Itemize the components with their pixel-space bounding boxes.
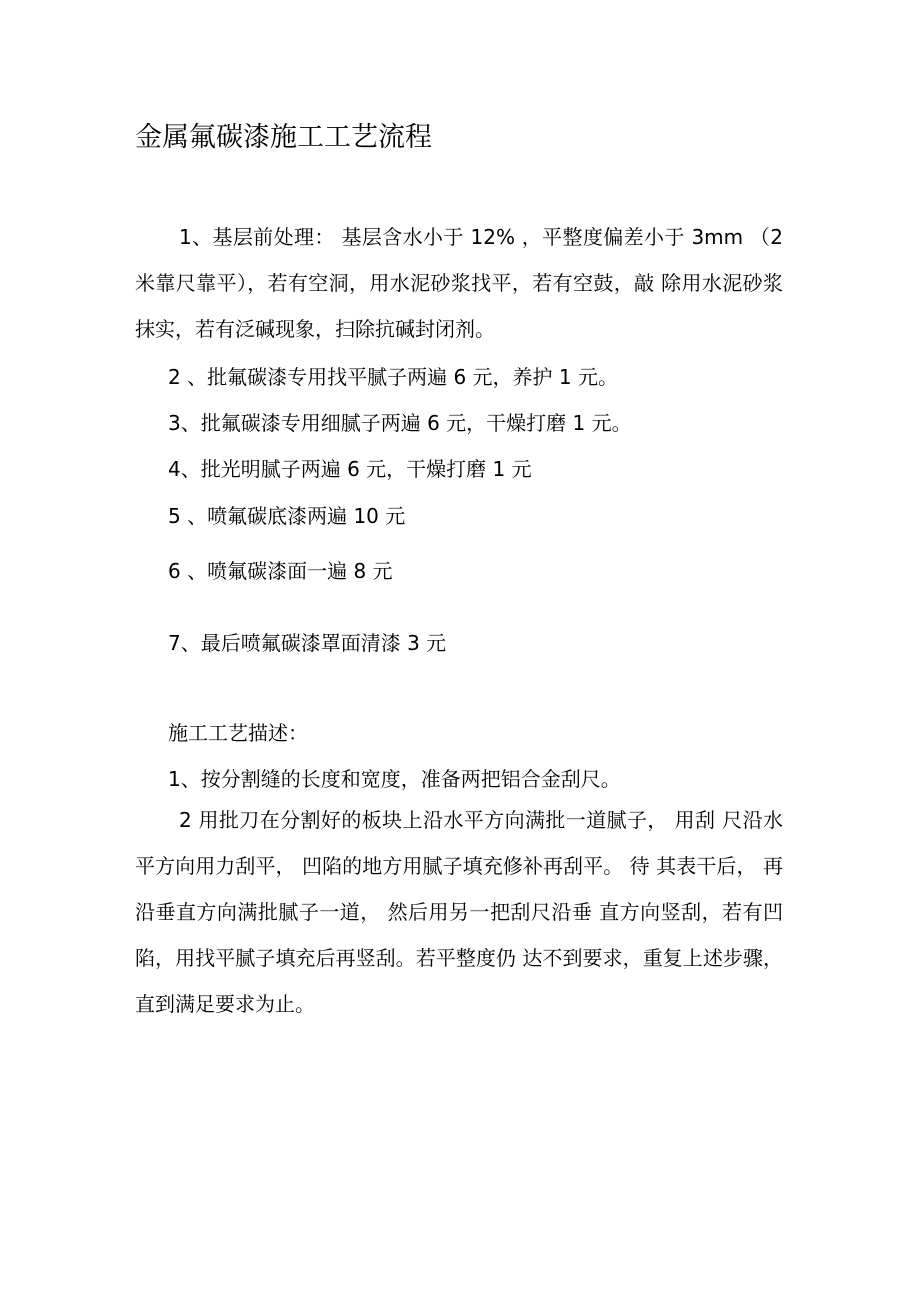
description-heading: 施工工艺描述：	[168, 721, 308, 745]
process-step-6: 6 、喷氟碳漆面一遍 8 元	[168, 559, 393, 583]
process-step-5: 5 、喷氟碳底漆两遍 10 元	[168, 504, 406, 528]
process-step-1: 1、基层前处理： 基层含水小于 12% ，平整度偏差小于 3mm （2 米靠尺靠平），若有空洞，用水泥砂浆找平，若有空鼓，敲 除用水泥砂浆抹实，若有泛碱现象，扫除抗碱封闭剂。	[135, 225, 783, 341]
process-step-2: 2 、批氟碳漆专用找平腻子两遍 6 元，养护 1 元。	[168, 365, 618, 389]
description-item-2: 2 用批刀在分割好的板块上沿水平方向满批一道腻子， 用刮 尺沿水平方向用力刮平， 凹陷的地方用腻子填充修补再刮平。 待 其表干后， 再沿垂直方向满批腻子一道， 然后用另一把刮尺沿垂 直方向竖刮，若有凹陷，用找平腻子填充后再竖刮。若平整度仍 达不到要求，重复上述步骤，直到满足要求为止。	[135, 808, 783, 1016]
process-step-4: 4、批光明腻子两遍 6 元，干燥打磨 1 元	[168, 457, 532, 481]
document-title: 金属氟碳漆施工工艺流程	[135, 122, 432, 153]
description-item-1: 1、按分割缝的长度和宽度，准备两把铝合金刮尺。	[168, 767, 621, 791]
process-step-7: 7、最后喷氟碳漆罩面清漆 3 元	[168, 631, 447, 655]
process-step-3: 3、批氟碳漆专用细腻子两遍 6 元，干燥打磨 1 元。	[168, 411, 632, 435]
